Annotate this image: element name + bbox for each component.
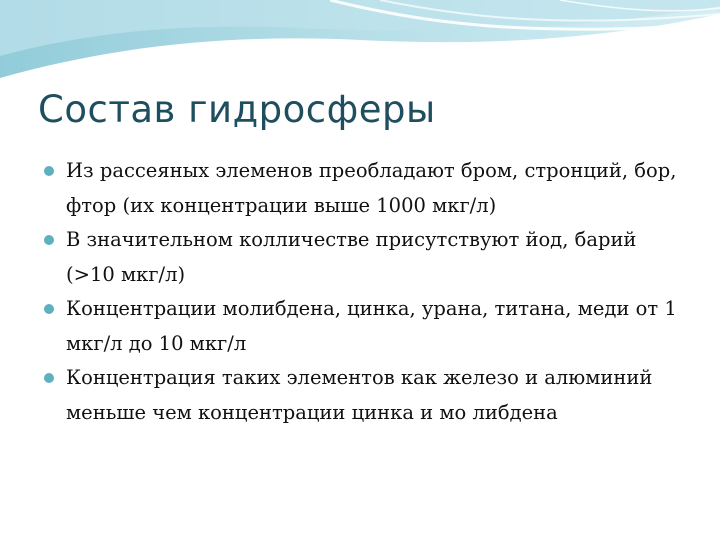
bullet-item xyxy=(44,223,684,292)
bullet-item xyxy=(44,361,684,430)
bullet-text: Концентрация таких элементов как железо и алюминий меньше чем концентрации цинка и мо либдена xyxy=(66,366,653,424)
bullet-list xyxy=(44,154,684,430)
bullet-dot-icon xyxy=(44,166,54,176)
bullet-text: Концентрации молибдена, цинка, урана, титана, меди от 1 мкг/л до 10 мкг/л xyxy=(66,297,677,355)
bullet-text: Из рассеяных элеменов преобладают бром, стронций, бор, фтор (их концентрации выше 1000 мкг/л) xyxy=(66,159,677,217)
bullet-item xyxy=(44,154,684,223)
slide-title: Состав гидросферы xyxy=(38,88,436,131)
bullet-dot-icon xyxy=(44,235,54,245)
decorative-wave-header xyxy=(0,0,720,80)
bullet-item xyxy=(44,292,684,361)
bullet-text: В значительном колличестве присутствуют йод, барий (>10 мкг/л) xyxy=(66,228,637,286)
bullet-dot-icon xyxy=(44,373,54,383)
bullet-dot-icon xyxy=(44,304,54,314)
